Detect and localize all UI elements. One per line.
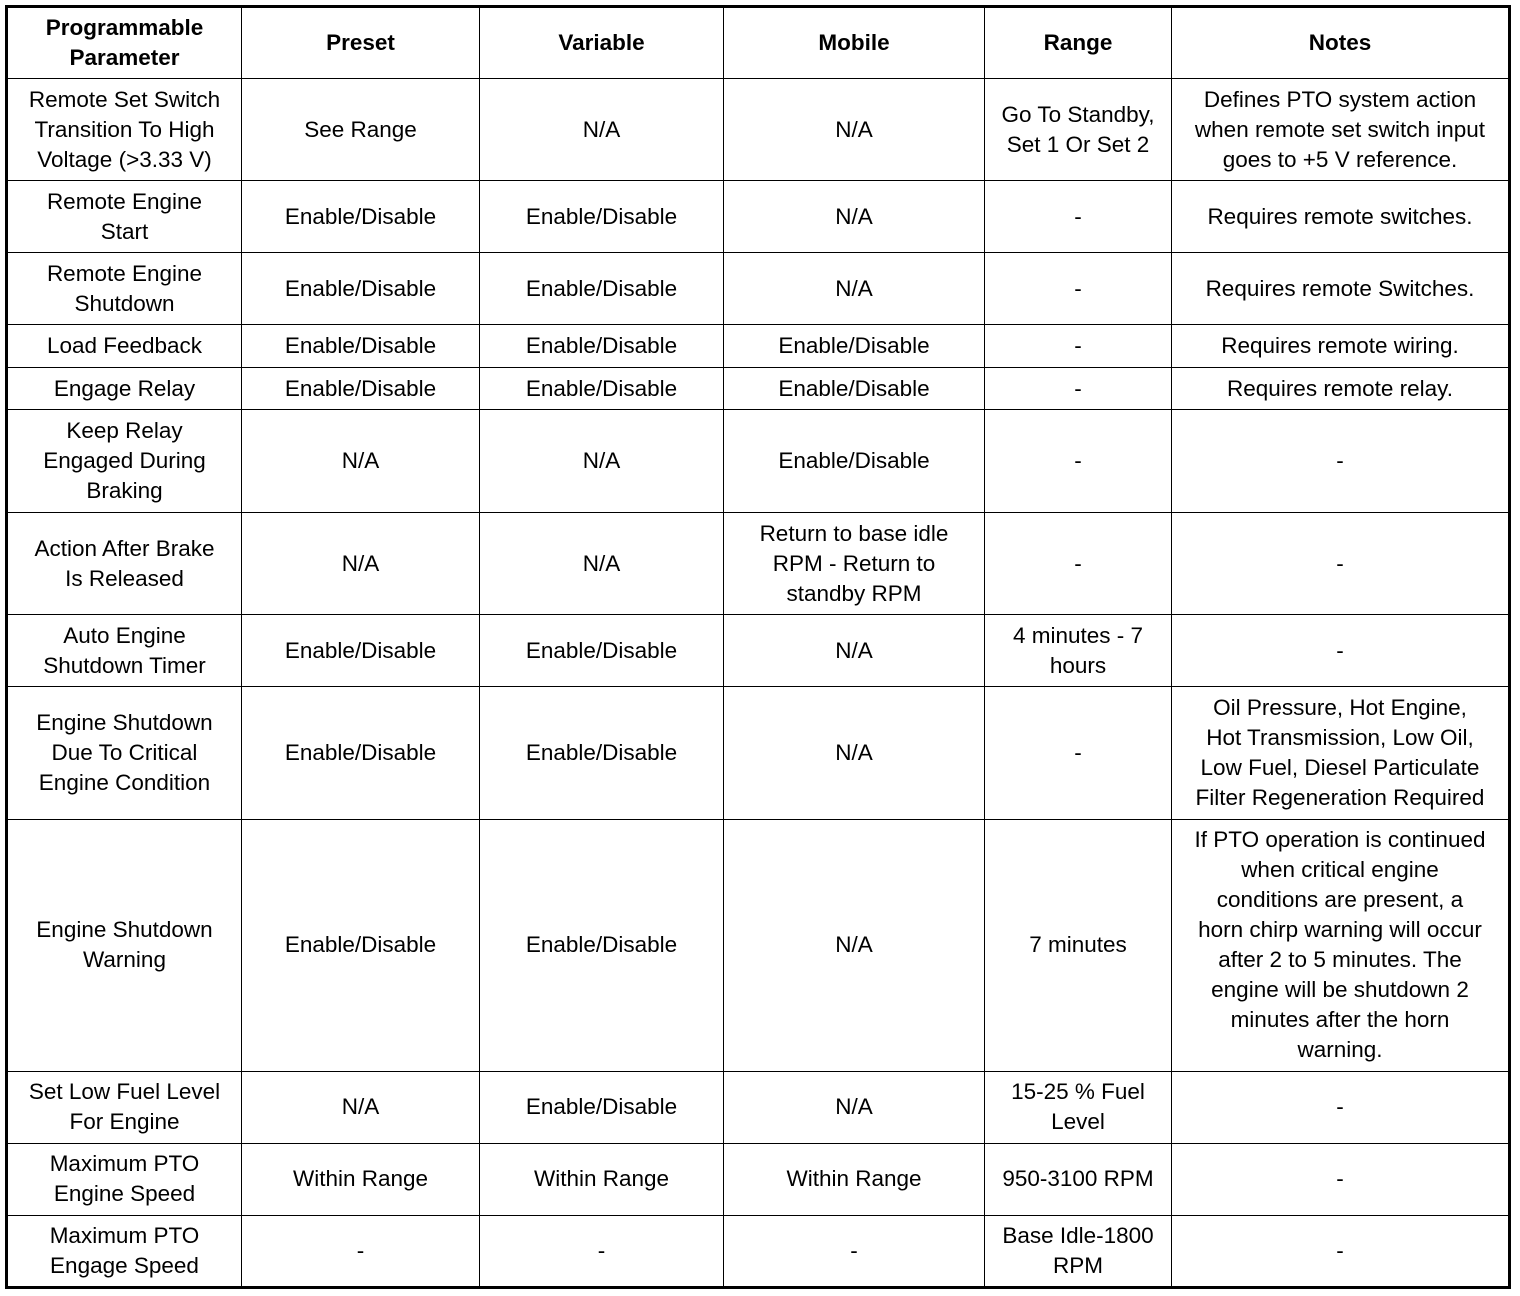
table-row bbox=[7, 687, 1510, 819]
cell-mobile bbox=[724, 1215, 985, 1287]
cell-parameter bbox=[7, 1215, 242, 1287]
cell-line: when critical engine bbox=[1241, 857, 1439, 883]
cell-line: - bbox=[1074, 275, 1082, 301]
cell-line: Engine Shutdown bbox=[36, 917, 213, 943]
cell-line: after 2 to 5 minutes. The bbox=[1218, 947, 1462, 973]
cell-parameter bbox=[7, 253, 242, 325]
cell-preset bbox=[242, 79, 480, 181]
table-row bbox=[7, 410, 1510, 513]
cell-line: - bbox=[597, 1237, 606, 1263]
cell-line: Enable/Disable bbox=[525, 375, 678, 401]
cell-parameter bbox=[7, 615, 242, 687]
cell-mobile bbox=[724, 368, 985, 410]
cell-notes bbox=[1172, 253, 1510, 325]
cell-range bbox=[985, 410, 1172, 513]
cell-parameter bbox=[7, 1143, 242, 1215]
cell-variable bbox=[480, 253, 724, 325]
cell-mobile bbox=[724, 687, 985, 819]
cell-notes bbox=[1172, 1143, 1510, 1215]
cell-line: N/A bbox=[582, 550, 621, 576]
cell-line: Requires remote relay. bbox=[1227, 375, 1453, 401]
cell-variable bbox=[480, 819, 724, 1071]
cell-line: Set 1 Or Set 2 bbox=[1006, 131, 1150, 157]
cell-line: engine will be shutdown 2 bbox=[1211, 977, 1469, 1003]
cell-preset bbox=[242, 253, 480, 325]
cell-line: Enable/Disable bbox=[284, 637, 437, 663]
cell-variable bbox=[480, 513, 724, 615]
cell-parameter bbox=[7, 513, 242, 615]
cell-line: If PTO operation is continued bbox=[1194, 827, 1486, 853]
cell-line: RPM - Return to bbox=[772, 550, 936, 576]
cell-line: N/A bbox=[835, 1094, 873, 1120]
cell-line: Engage Speed bbox=[50, 1252, 199, 1278]
cell-line: Voltage (>3.33 V) bbox=[37, 146, 212, 172]
cell-mobile bbox=[724, 410, 985, 513]
header-mobile bbox=[724, 7, 985, 79]
cell-parameter bbox=[7, 325, 242, 368]
cell-line: N/A bbox=[835, 932, 873, 958]
cell-variable bbox=[480, 368, 724, 410]
cell-line: Warning bbox=[83, 947, 166, 973]
cell-line: Enable/Disable bbox=[525, 275, 678, 301]
cell-line: N/A bbox=[582, 448, 621, 474]
cell-notes bbox=[1172, 325, 1510, 368]
cell-line: Enable/Disable bbox=[778, 333, 930, 359]
cell-preset bbox=[242, 1143, 480, 1215]
cell-line: Due To Critical bbox=[51, 739, 198, 765]
header-variable bbox=[480, 7, 724, 79]
cell-line: Requires remote Switches. bbox=[1205, 275, 1475, 301]
cell-line: Go To Standby, bbox=[1001, 101, 1155, 127]
cell-line: N/A bbox=[835, 116, 873, 142]
cell-mobile bbox=[724, 253, 985, 325]
cell-line: Remote Engine bbox=[46, 188, 203, 214]
cell-variable bbox=[480, 615, 724, 687]
cell-line: - bbox=[1336, 1094, 1344, 1120]
cell-line: - bbox=[1336, 1166, 1344, 1192]
cell-line: Programmable bbox=[45, 15, 204, 40]
cell-preset bbox=[242, 368, 480, 410]
cell-line: Load Feedback bbox=[46, 333, 203, 359]
cell-line: Engine Condition bbox=[38, 769, 211, 795]
cell-line: Remote Engine bbox=[46, 260, 203, 286]
cell-line: Range bbox=[1043, 30, 1113, 55]
cell-variable bbox=[480, 79, 724, 181]
cell-line: Low Fuel, Diesel Particulate bbox=[1200, 754, 1480, 780]
cell-line: minutes after the horn bbox=[1230, 1007, 1450, 1033]
cell-notes bbox=[1172, 79, 1510, 181]
table-row bbox=[7, 253, 1510, 325]
cell-line: Enable/Disable bbox=[284, 203, 437, 229]
cell-mobile bbox=[724, 615, 985, 687]
cell-line: Set Low Fuel Level bbox=[28, 1079, 221, 1105]
cell-line: Braking bbox=[86, 478, 163, 504]
cell-line: - bbox=[1074, 375, 1082, 401]
cell-line: Return to base idle bbox=[759, 520, 949, 546]
cell-line: when remote set switch input bbox=[1194, 116, 1486, 142]
table-row bbox=[7, 1071, 1510, 1143]
cell-preset bbox=[242, 1215, 480, 1287]
cell-line: Enable/Disable bbox=[525, 739, 678, 765]
cell-parameter bbox=[7, 410, 242, 513]
cell-line: 950-3100 RPM bbox=[1002, 1166, 1154, 1192]
cell-preset bbox=[242, 615, 480, 687]
cell-mobile bbox=[724, 513, 985, 615]
cell-parameter bbox=[7, 79, 242, 181]
cell-line: Shutdown Timer bbox=[43, 652, 206, 678]
cell-line: - bbox=[1336, 1237, 1344, 1263]
cell-line: N/A bbox=[341, 550, 380, 576]
cell-line: Defines PTO system action bbox=[1203, 86, 1477, 112]
cell-line: Requires remote switches. bbox=[1207, 203, 1473, 229]
header-programmable-parameter bbox=[7, 7, 242, 79]
cell-line: Enable/Disable bbox=[525, 203, 678, 229]
cell-line: Within Range bbox=[786, 1166, 922, 1192]
cell-line: 4 minutes - 7 bbox=[1012, 622, 1144, 648]
cell-line: Is Released bbox=[65, 565, 184, 591]
cell-notes bbox=[1172, 615, 1510, 687]
cell-line: Keep Relay bbox=[66, 418, 183, 444]
cell-variable bbox=[480, 1143, 724, 1215]
cell-line: Enable/Disable bbox=[525, 1094, 678, 1120]
cell-range bbox=[985, 368, 1172, 410]
cell-preset bbox=[242, 819, 480, 1071]
cell-line: N/A bbox=[835, 203, 873, 229]
cell-preset bbox=[242, 1071, 480, 1143]
cell-range bbox=[985, 513, 1172, 615]
cell-range bbox=[985, 1215, 1172, 1287]
cell-line: Variable bbox=[558, 30, 645, 55]
cell-line: 15-25 % Fuel bbox=[1011, 1079, 1145, 1105]
cell-line: For Engine bbox=[69, 1109, 180, 1135]
table-row bbox=[7, 513, 1510, 615]
cell-line: - bbox=[850, 1237, 858, 1263]
cell-line: Engine Speed bbox=[53, 1181, 196, 1207]
header-row bbox=[7, 7, 1510, 79]
cell-notes bbox=[1172, 410, 1510, 513]
cell-parameter bbox=[7, 181, 242, 253]
table-row bbox=[7, 325, 1510, 368]
cell-line: N/A bbox=[341, 448, 380, 474]
cell-line: Mobile bbox=[818, 30, 890, 55]
cell-line: goes to +5 V reference. bbox=[1222, 146, 1458, 172]
cell-line: Auto Engine bbox=[63, 622, 186, 648]
cell-notes bbox=[1172, 181, 1510, 253]
header-notes bbox=[1172, 7, 1510, 79]
cell-line: N/A bbox=[835, 275, 873, 301]
cell-parameter bbox=[7, 687, 242, 819]
table-row bbox=[7, 819, 1510, 1071]
cell-line: Parameter bbox=[69, 45, 180, 70]
cell-line: hours bbox=[1049, 652, 1107, 678]
header-preset bbox=[242, 7, 480, 79]
table-row bbox=[7, 1215, 1510, 1287]
cell-mobile bbox=[724, 181, 985, 253]
cell-line: Preset bbox=[326, 30, 395, 55]
cell-line: Start bbox=[100, 218, 149, 244]
cell-line: Requires remote wiring. bbox=[1221, 333, 1459, 359]
cell-line: conditions are present, a bbox=[1216, 887, 1464, 913]
cell-line: Enable/Disable bbox=[525, 932, 678, 958]
cell-line: N/A bbox=[835, 739, 873, 765]
cell-line: Engine Shutdown bbox=[36, 709, 213, 735]
cell-line: Transition To High bbox=[34, 116, 215, 142]
cell-line: Engaged During bbox=[43, 448, 206, 474]
cell-range bbox=[985, 253, 1172, 325]
cell-line: - bbox=[356, 1237, 365, 1263]
header-range bbox=[985, 7, 1172, 79]
table-row bbox=[7, 615, 1510, 687]
cell-range bbox=[985, 325, 1172, 368]
cell-notes bbox=[1172, 1071, 1510, 1143]
cell-mobile bbox=[724, 325, 985, 368]
table-row bbox=[7, 368, 1510, 410]
cell-line: - bbox=[1336, 637, 1344, 663]
cell-range bbox=[985, 615, 1172, 687]
cell-line: Enable/Disable bbox=[284, 333, 437, 359]
cell-line: - bbox=[1074, 333, 1082, 359]
cell-variable bbox=[480, 410, 724, 513]
cell-line: Level bbox=[1051, 1109, 1105, 1135]
cell-line: Hot Transmission, Low Oil, bbox=[1206, 724, 1474, 750]
cell-notes bbox=[1172, 1215, 1510, 1287]
cell-line: 7 minutes bbox=[1029, 932, 1127, 958]
cell-line: - bbox=[1336, 448, 1344, 474]
cell-line: horn chirp warning will occur bbox=[1198, 917, 1482, 943]
cell-mobile bbox=[724, 819, 985, 1071]
cell-variable bbox=[480, 1071, 724, 1143]
cell-notes bbox=[1172, 687, 1510, 819]
cell-line: N/A bbox=[341, 1094, 380, 1120]
cell-range bbox=[985, 819, 1172, 1071]
cell-line: Remote Set Switch bbox=[28, 86, 221, 112]
cell-line: Enable/Disable bbox=[525, 333, 678, 359]
pto-parameter-table bbox=[5, 5, 1511, 1289]
cell-line: Enable/Disable bbox=[284, 739, 437, 765]
cell-variable bbox=[480, 325, 724, 368]
cell-mobile bbox=[724, 1143, 985, 1215]
cell-range bbox=[985, 1071, 1172, 1143]
cell-line: Maximum PTO bbox=[49, 1222, 200, 1248]
cell-line: Enable/Disable bbox=[284, 375, 437, 401]
cell-notes bbox=[1172, 513, 1510, 615]
cell-mobile bbox=[724, 79, 985, 181]
cell-parameter bbox=[7, 819, 242, 1071]
cell-parameter bbox=[7, 1071, 242, 1143]
cell-line: See Range bbox=[304, 116, 417, 142]
table-body bbox=[7, 79, 1510, 1288]
cell-line: Enable/Disable bbox=[525, 637, 678, 663]
cell-line: - bbox=[1336, 550, 1344, 576]
cell-range bbox=[985, 1143, 1172, 1215]
cell-preset bbox=[242, 410, 480, 513]
cell-range bbox=[985, 687, 1172, 819]
cell-line: Maximum PTO bbox=[49, 1151, 200, 1177]
cell-preset bbox=[242, 325, 480, 368]
cell-line: - bbox=[1074, 739, 1082, 765]
cell-notes bbox=[1172, 368, 1510, 410]
table-row bbox=[7, 79, 1510, 181]
cell-line: Notes bbox=[1308, 30, 1372, 55]
cell-line: - bbox=[1074, 550, 1082, 576]
cell-line: N/A bbox=[582, 116, 621, 142]
cell-line: Within Range bbox=[292, 1166, 429, 1192]
cell-line: RPM bbox=[1053, 1252, 1103, 1278]
cell-line: Engage Relay bbox=[53, 375, 196, 401]
cell-preset bbox=[242, 181, 480, 253]
cell-line: Within Range bbox=[533, 1166, 670, 1192]
cell-variable bbox=[480, 181, 724, 253]
cell-preset bbox=[242, 687, 480, 819]
cell-line: Enable/Disable bbox=[778, 448, 930, 474]
cell-range bbox=[985, 181, 1172, 253]
cell-line: - bbox=[1074, 203, 1082, 229]
cell-variable bbox=[480, 1215, 724, 1287]
cell-preset bbox=[242, 513, 480, 615]
cell-line: Base Idle-1800 bbox=[1002, 1222, 1154, 1248]
cell-line: Enable/Disable bbox=[284, 275, 437, 301]
cell-parameter bbox=[7, 368, 242, 410]
cell-line: standby RPM bbox=[786, 580, 922, 606]
cell-variable bbox=[480, 687, 724, 819]
table-row bbox=[7, 1143, 1510, 1215]
cell-line: - bbox=[1074, 448, 1082, 474]
cell-notes bbox=[1172, 819, 1510, 1071]
cell-line: Oil Pressure, Hot Engine, bbox=[1213, 694, 1467, 720]
cell-range bbox=[985, 79, 1172, 181]
cell-line: Shutdown bbox=[74, 290, 175, 316]
cell-line: N/A bbox=[835, 637, 873, 663]
cell-line: Action After Brake bbox=[34, 535, 215, 561]
cell-mobile bbox=[724, 1071, 985, 1143]
cell-line: Filter Regeneration Required bbox=[1195, 784, 1485, 810]
cell-line: Enable/Disable bbox=[778, 375, 930, 401]
cell-line: Enable/Disable bbox=[284, 932, 437, 958]
cell-line: warning. bbox=[1297, 1037, 1383, 1063]
table-row bbox=[7, 181, 1510, 253]
